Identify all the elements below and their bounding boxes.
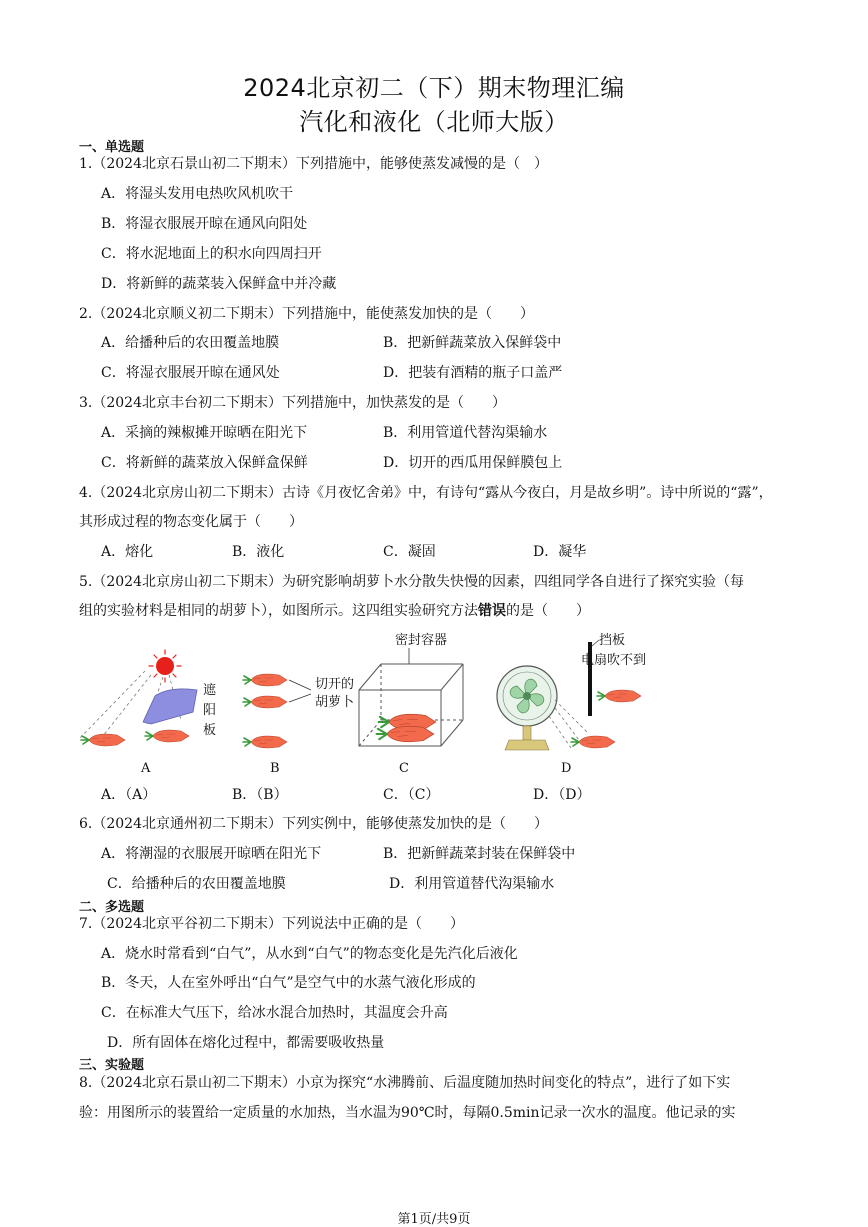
question-5-stem-line2 — [79, 602, 590, 620]
question-3-option-c: C．将新鲜的蔬菜放入保鲜盒保鲜 — [101, 455, 308, 471]
question-5-option-d: D．（D） — [533, 787, 591, 803]
question-7-option-b: B．冬天，人在室外呼出“白气”是空气中的水蒸气液化形成的 — [101, 975, 476, 991]
question-2-option-d: D．把装有酒精的瓶子口盖严 — [383, 365, 563, 381]
section-heading-multiple-choice: 二、多选题 — [79, 900, 145, 915]
section-heading-single-choice: 一、单选题 — [79, 140, 145, 155]
question-3-option-a: A．采摘的辣椒摊开晾晒在阳光下 — [101, 425, 308, 441]
question-3-option-b: B．利用管道代替沟渠输水 — [383, 425, 548, 441]
panel-label-a: A — [141, 761, 151, 776]
question-5-emphasis: 错误 — [478, 603, 506, 619]
carrot-icon — [597, 690, 641, 702]
shade-label-3: 板 — [203, 723, 217, 738]
panel-a — [80, 650, 217, 776]
carrot-icon — [377, 726, 434, 741]
question-4-option-c: C．凝固 — [383, 544, 436, 560]
carrot-icon — [145, 730, 189, 742]
question-6-option-d: D．利用管道替代沟渠输水 — [389, 876, 555, 892]
baffle-label: 挡板 — [599, 633, 626, 648]
question-3-stem: 3.（2024北京丰台初二下期末）下列措施中，加快蒸发的是（ ） — [79, 395, 506, 411]
carrot-icon — [243, 674, 287, 686]
question-5-option-a: A．（A） — [101, 787, 157, 803]
question-7-option-a: A．烧水时常看到“白气”，从水到“白气”的物态变化是先汽化后液化 — [101, 946, 518, 962]
shade-label-1: 遮 — [203, 683, 217, 698]
question-2-option-a: A．给播种后的农田覆盖地膜 — [101, 335, 280, 351]
question-1-stem: 1.（2024北京石景山初二下期末）下列措施中，能够使蒸发减慢的是（ ） — [79, 156, 548, 172]
question-1-option-b: B．将湿衣服展开晾在通风向阳处 — [101, 216, 308, 232]
panel-b — [243, 674, 354, 776]
panel-d — [497, 632, 646, 776]
question-7-stem: 7.（2024北京平谷初二下期末）下列说法中正确的是（ ） — [79, 916, 464, 932]
fan-blocked-label: 电扇吹不到 — [581, 653, 647, 668]
sun-icon — [156, 657, 174, 675]
carrot-icon — [81, 734, 125, 746]
container-label: 密封容器 — [395, 633, 448, 648]
question-1-option-a: A．将湿头发用电热吹风机吹干 — [101, 186, 294, 202]
panel-label-d: D — [561, 761, 572, 776]
question-2-option-b: B．把新鲜蔬菜放入保鲜袋中 — [383, 335, 562, 351]
question-7-option-d: D．所有固体在熔化过程中，都需要吸收热量 — [107, 1035, 385, 1051]
page-subtitle: 汽化和液化（北师大版） — [299, 108, 569, 136]
shade-board — [143, 689, 197, 724]
question-6-option-b: B．把新鲜蔬菜封装在保鲜袋中 — [383, 846, 576, 862]
carrot-icon — [243, 736, 287, 748]
question-8-line2: 验：用图所示的装置给一定质量的水加热，当水温为90℃时，每隔0.5min记录一次水的温度。他记录的实 — [79, 1105, 736, 1121]
question-1-option-c: C．将水泥地面上的积水向四周扫开 — [101, 246, 322, 262]
cut-carrot-label-1: 切开的 — [315, 677, 355, 692]
question-5-stem-text: 组的实验材料是相同的胡萝卜），如图所示。这四组实验研究方法 — [79, 603, 478, 619]
question-4-stem-line1: 4.（2024北京房山初二下期末）古诗《月夜忆舍弟》中，有诗句“露从今夜白，月是故乡明”。诗中所说的“露”， — [79, 485, 773, 501]
question-6-option-c: C．给播种后的农田覆盖地膜 — [107, 876, 286, 892]
question-4-option-d: D．凝华 — [533, 544, 587, 560]
page-footer: 第1页/共9页 — [397, 1212, 471, 1227]
question-1-option-d: D．将新鲜的蔬菜装入保鲜盒中并冷藏 — [101, 276, 337, 292]
panel-c — [359, 633, 463, 776]
question-5-stem-tail: 的是（ ） — [506, 603, 590, 619]
carrot-icon — [243, 696, 287, 708]
shade-label-2: 阳 — [203, 703, 217, 718]
question-5-option-b: B．（B） — [232, 787, 288, 803]
question-7-option-c: C．在标准大气压下，给冰水混合加热时，其温度会升高 — [101, 1005, 448, 1021]
question-4-option-a: A．熔化 — [101, 544, 154, 560]
question-5-stem-line1: 5.（2024北京房山初二下期末）为研究影响胡萝卜水分散失快慢的因素，四组同学各自进行了探究实验（每 — [79, 574, 744, 590]
question-2-stem: 2.（2024北京顺义初二下期末）下列措施中，能使蒸发加快的是（ ） — [79, 306, 534, 322]
question-3-option-d: D．切开的西瓜用保鲜膜包上 — [383, 455, 563, 471]
question-6-stem: 6.（2024北京通州初二下期末）下列实例中，能够使蒸发加快的是（ ） — [79, 816, 548, 832]
panel-label-b: B — [270, 761, 280, 776]
panel-label-c: C — [399, 761, 409, 776]
cut-carrot-label-2: 胡萝卜 — [315, 695, 355, 710]
page-title: 2024北京初二（下）期末物理汇编 — [243, 74, 625, 102]
question-5-option-c: C．（C） — [383, 787, 440, 803]
question-6-option-a: A．将潮湿的衣服展开晾晒在阳光下 — [101, 846, 322, 862]
question-5-figure — [79, 628, 647, 778]
question-2-option-c: C．将湿衣服展开晾在通风处 — [101, 365, 280, 381]
question-4-option-b: B．液化 — [232, 544, 285, 560]
question-8-line1: 8.（2024北京石景山初二下期末）小京为探究“水沸腾前、后温度随加热时间变化的特点”，进行了如下实 — [79, 1075, 731, 1091]
question-4-stem-line2: 其形成过程的物态变化属于（ ） — [79, 514, 303, 530]
section-heading-experiment: 三、实验题 — [79, 1058, 145, 1073]
